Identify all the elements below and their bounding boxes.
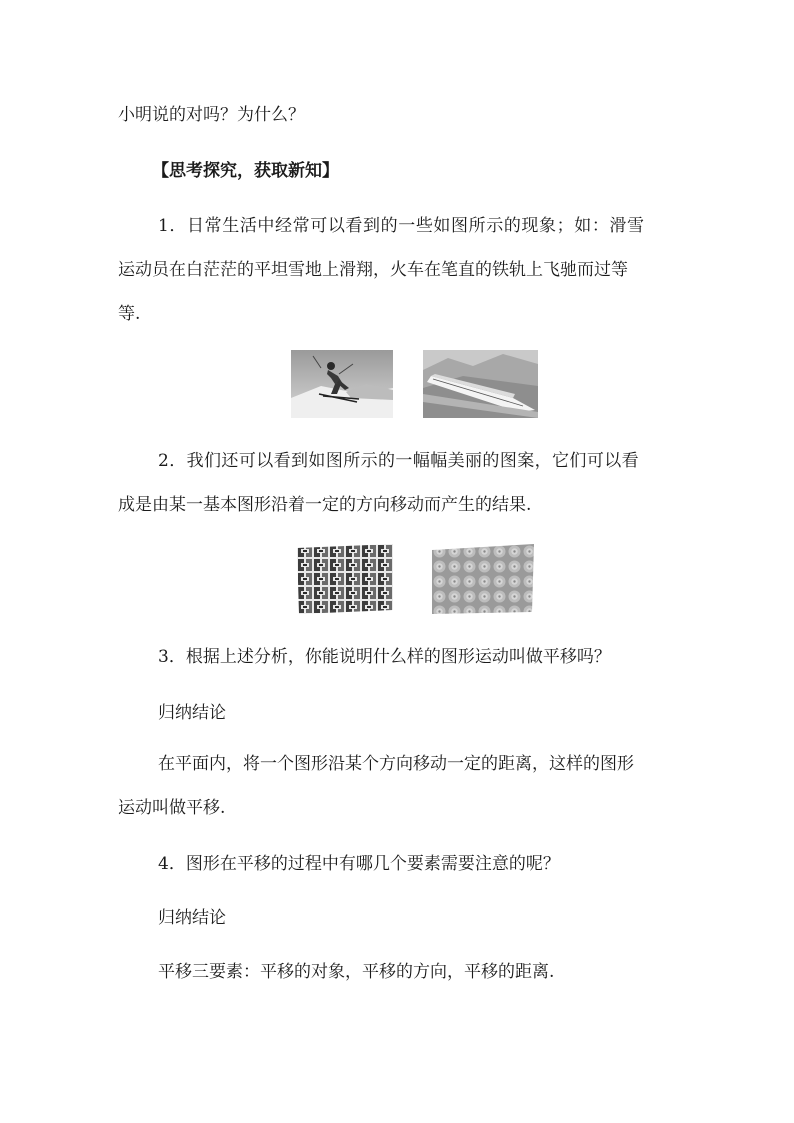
- conclusion1-line1: 在平面内，将一个图形沿某个方向移动一定的距离，这样的图形: [158, 754, 634, 774]
- item2-line2: 成是由某一基本图形沿着一定的方向移动而产生的结果.: [118, 495, 532, 515]
- pattern-tile-2: [432, 544, 534, 614]
- item4-question: 4．图形在平移的过程中有哪几个要素需要注意的呢？: [158, 854, 560, 874]
- item2-line1: 2．我们还可以看到如图所示的一幅幅美丽的图案，它们可以看: [158, 451, 640, 471]
- train-photo: [423, 350, 538, 418]
- item1-line2: 运动员在白茫茫的平坦雪地上滑翔，火车在笔直的铁轨上飞驰而过等: [118, 260, 628, 280]
- item1-line3: 等.: [118, 304, 141, 324]
- item3-question: 3．根据上述分析，你能说明什么样的图形运动叫做平移吗？: [158, 647, 611, 667]
- conclusion2-label: 归纳结论: [158, 908, 226, 928]
- item1-line1: 1．日常生活中经常可以看到的一些如图所示的现象；如：滑雪: [158, 216, 645, 236]
- section-heading: 【思考探究，获取新知】: [152, 161, 339, 181]
- conclusion1-label: 归纳结论: [158, 703, 226, 723]
- conclusion2-line1: 平移三要素：平移的对象，平移的方向，平移的距离.: [158, 962, 555, 982]
- conclusion1-line2: 运动叫做平移.: [118, 798, 226, 818]
- pattern-tile-1: [297, 544, 393, 614]
- skier-photo: [291, 350, 393, 418]
- intro-question: 小明说的对吗？为什么？: [118, 105, 305, 125]
